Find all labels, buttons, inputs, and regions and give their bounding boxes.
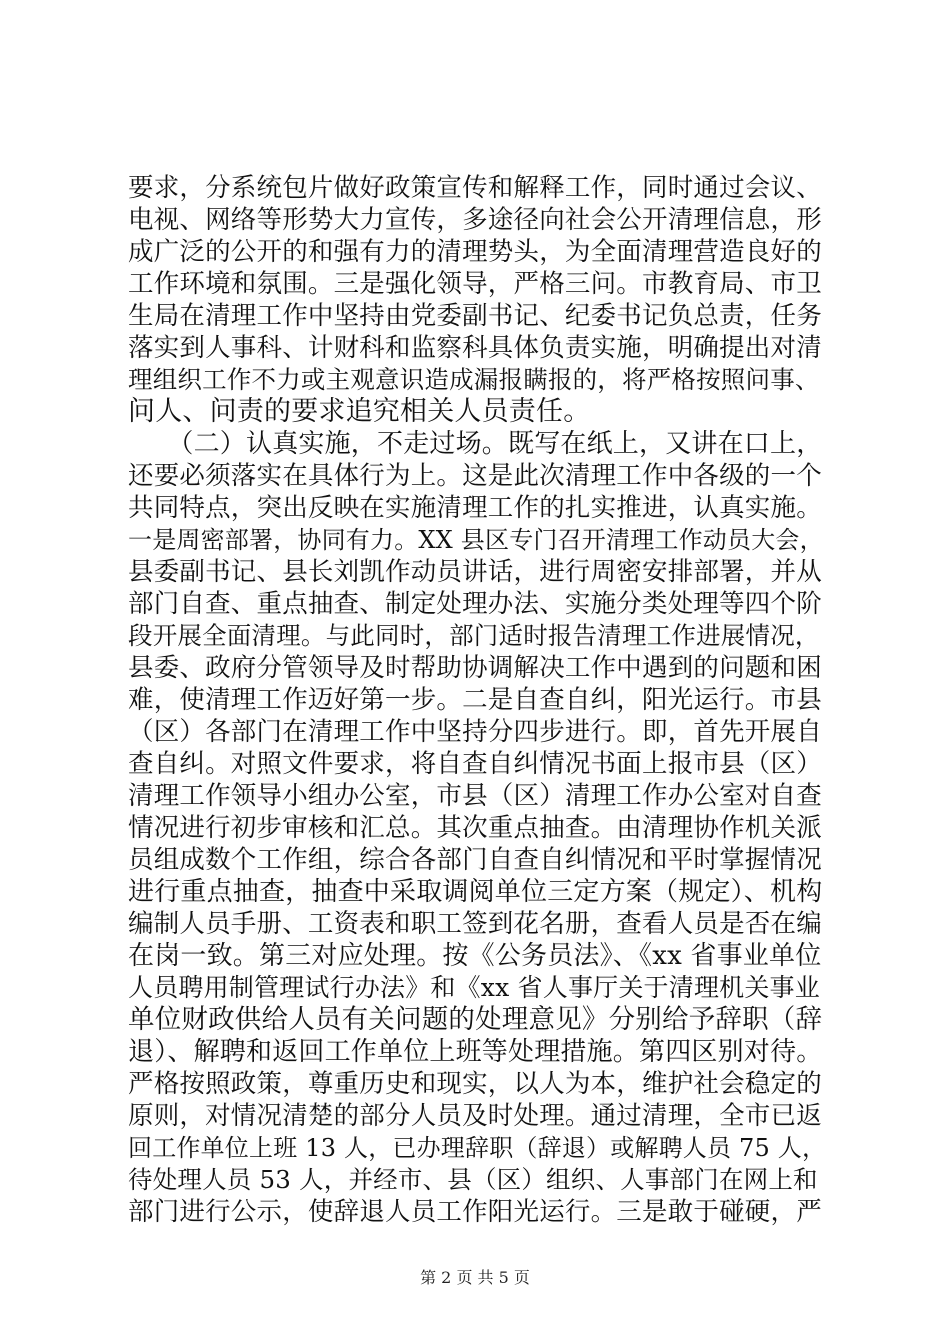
text-line: 电视、网络等形势大力宣传，多途径向社会公开清理信息，形 xyxy=(128,205,822,235)
text-line: 人员聘用制管理试行办法》和《xx 省人事厅关于清理机关事业 xyxy=(128,973,820,1002)
text-line: 还要必须落实在具体行为上。这是此次清理工作中各级的一个 xyxy=(128,461,822,491)
text-line: 理组织工作不力或主观意识造成漏报瞒报的，将严格按照问事、 xyxy=(128,365,820,394)
text-line: 退）、解聘和返回工作单位上班等处理措施。第四区别对待。 xyxy=(128,1037,823,1067)
text-line: （二）认真实施，不走过场。既写在纸上，又讲在口上， xyxy=(128,429,823,459)
text-line: 县委副书记、县长刘凯作动员讲话，进行周密安排部署，并从 xyxy=(128,557,822,587)
text-line: 员组成数个工作组，综合各部门自查自纠情况和平时掌握情况 xyxy=(128,845,822,875)
text-line: 查自纠。对照文件要求，将自查自纠情况书面上报市县（区） xyxy=(128,749,822,779)
text-line: 落实到人事科、计财科和监察科具体负责实施，明确提出对清 xyxy=(128,333,822,363)
text-line: 编制人员手册、工资表和职工签到花名册，查看人员是否在编 xyxy=(128,909,822,939)
text-line: 原则，对情况清楚的部分人员及时处理。通过清理，全市已返 xyxy=(128,1101,822,1131)
text-line: 单位财政供给人员有关问题的处理意见》分别给予辞职（辞 xyxy=(128,1004,823,1035)
text-line: 部门进行公示，使辞退人员工作阳光运行。三是敢于碰硬，严 xyxy=(128,1197,822,1227)
text-line: （区）各部门在清理工作中坚持分四步进行。即，首先开展自 xyxy=(128,717,822,747)
text-line: 回工作单位上班 13 人，已办理辞职（辞退）或解聘人员 75 人， xyxy=(128,1134,827,1162)
text-line: 情况进行初步审核和汇总。其次重点抽查。由清理协作机关派 xyxy=(128,813,822,843)
text-line: 县委、政府分管领导及时帮助协调解决工作中遇到的问题和困 xyxy=(128,653,822,683)
text-line: 难，使清理工作迈好第一步。二是自查自纠，阳光运行。市县 xyxy=(128,685,822,715)
text-line: 问人、问责的要求追究相关人员责任。 xyxy=(128,396,591,427)
text-line: 进行重点抽查，抽查中采取调阅单位三定方案（规定）、机构 xyxy=(128,877,823,907)
text-line: 一是周密部署，协同有力。XX 县区专门召开清理工作动员大会， xyxy=(128,526,824,554)
text-line: 共同特点，突出反映在实施清理工作的扎实推进，认真实施。 xyxy=(128,493,822,523)
text-line: 严格按照政策，尊重历史和现实，以人为本，维护社会稳定的 xyxy=(128,1069,822,1099)
document-body xyxy=(128,172,828,1228)
text-line: 部门自查、重点抽查、制定处理办法、实施分类处理等四个阶 xyxy=(128,589,822,619)
text-line: 段开展全面清理。与此同时，部门适时报告清理工作进展情况， xyxy=(128,621,820,650)
text-line: 生局在清理工作中坚持由党委副书记、纪委书记负总责，任务 xyxy=(128,301,822,331)
text-line: 清理工作领导小组办公室，市县（区）清理工作办公室对自查 xyxy=(128,781,822,811)
text-line: 成广泛的公开的和强有力的清理势头，为全面清理营造良好的 xyxy=(128,237,822,267)
text-line: 要求，分系统包片做好政策宣传和解释工作，同时通过会议、 xyxy=(128,173,822,203)
text-line: 在岗一致。第三对应处理。按《公务员法》、《xx 省事业单位 xyxy=(128,941,822,971)
text-line: 待处理人员 53 人，并经市、县（区）组织、人事部门在网上和 xyxy=(128,1165,818,1194)
page-footer: 第 2 页 共 5 页 xyxy=(420,1268,530,1287)
text-line: 工作环境和氛围。三是强化领导，严格三问。市教育局、市卫 xyxy=(128,269,822,299)
